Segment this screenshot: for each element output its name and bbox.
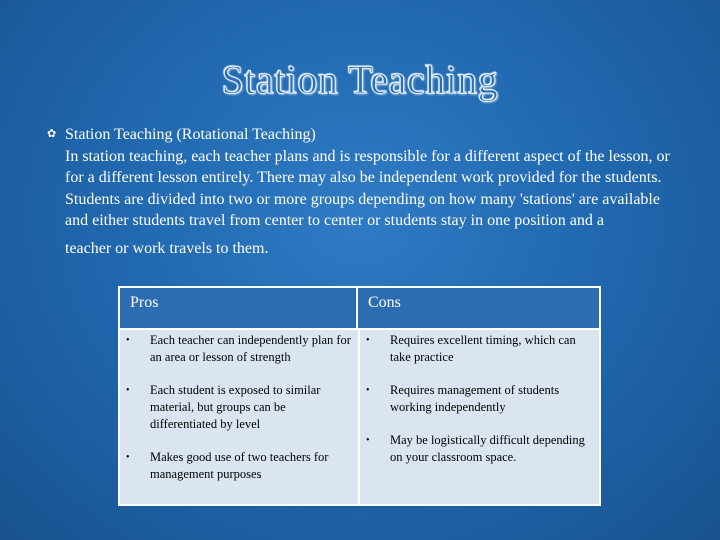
cons-item-text: Requires excellent timing, which can take practice — [390, 333, 576, 364]
bullet-heading: Station Teaching (Rotational Teaching) — [65, 126, 316, 143]
table-header — [120, 288, 599, 330]
bullet-text — [65, 124, 687, 232]
pros-column — [126, 332, 352, 499]
slide-title: Station Teaching — [221, 57, 499, 102]
cons-item-text: Requires management of students working independently — [390, 383, 560, 414]
bullet-tail: teacher or work travels to them. — [65, 239, 269, 257]
pros-cons-table — [118, 286, 601, 506]
list-item — [366, 382, 594, 416]
content-block — [47, 124, 687, 259]
pros-item-text: Makes good use of two teachers for management purposes — [150, 450, 329, 481]
cons-item-text: May be logistically difficult depending on your classroom space. — [390, 433, 585, 464]
dot-bullet-icon: • — [366, 335, 370, 346]
dot-bullet-icon: • — [366, 435, 370, 446]
list-item — [126, 382, 352, 433]
cons-column — [366, 332, 594, 482]
dot-bullet-icon: • — [126, 452, 130, 463]
main-bullet — [47, 124, 687, 232]
column-divider — [358, 328, 360, 504]
list-item — [366, 432, 594, 466]
list-item — [126, 449, 352, 483]
dot-bullet-icon: • — [126, 335, 130, 346]
dot-bullet-icon: • — [366, 385, 370, 396]
header-pros: Pros — [120, 288, 358, 328]
pros-item-text: Each student is exposed to similar material, but groups can be differentiated by level — [150, 383, 321, 431]
list-item — [366, 332, 594, 366]
bullet-body: In station teaching, each teacher plans and is responsible for a different aspect of the lesson, or for a different lesson entirely. There may also be independent work provided for the students. Students are divided into two or more groups depending on how many 'stations' are available and either students travel from center to center or students stay in one position and a — [65, 147, 670, 229]
list-item — [126, 332, 352, 366]
pros-item-text: Each teacher can independently plan for an area or lesson of strength — [150, 333, 351, 364]
dot-bullet-icon: • — [126, 385, 130, 396]
flower-bullet-icon: ✿ — [47, 128, 57, 140]
header-cons: Cons — [368, 294, 401, 311]
